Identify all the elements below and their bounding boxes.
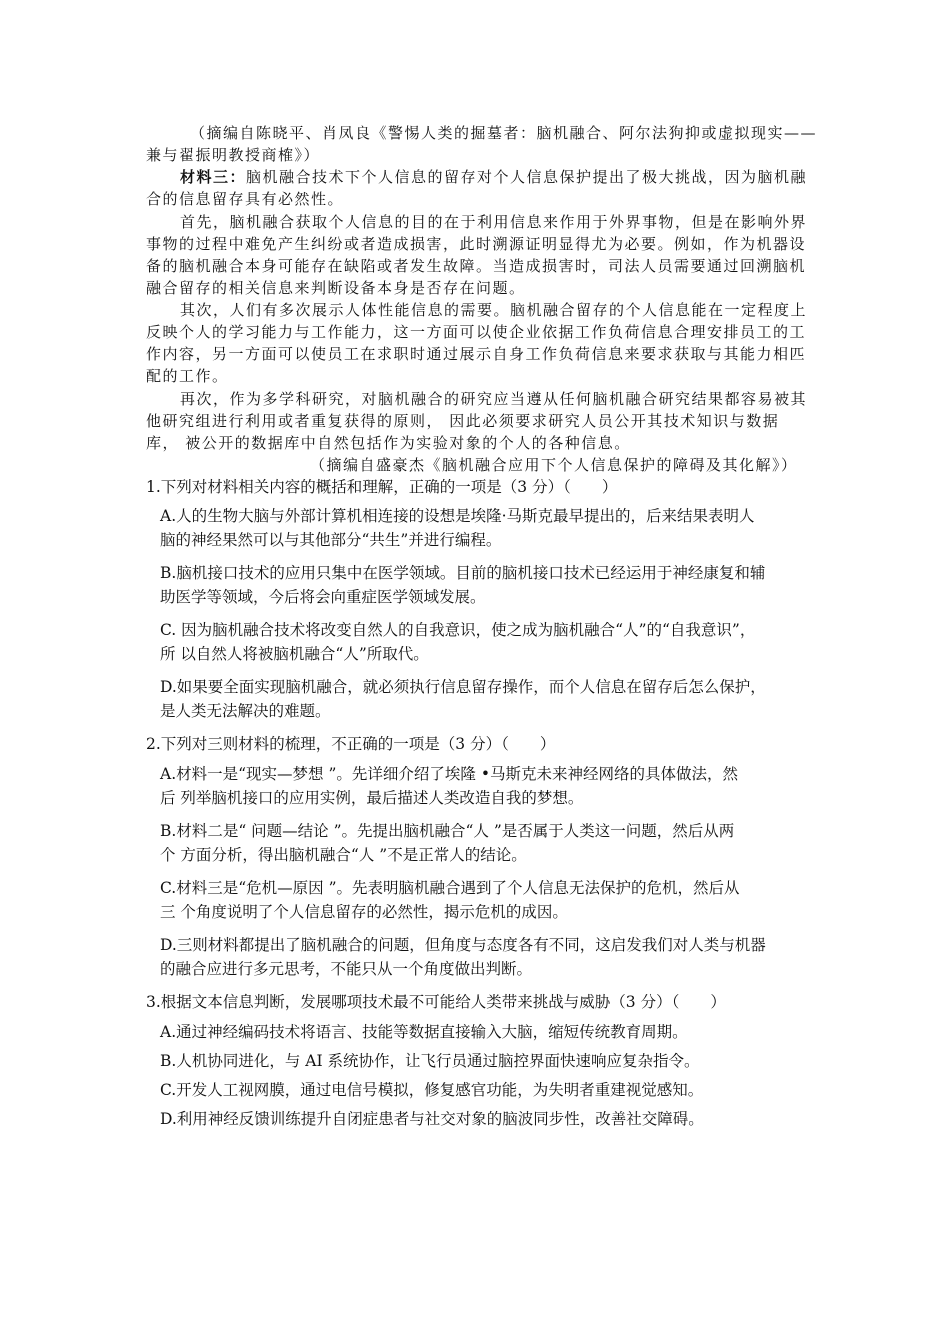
source-citation-material2-line1: （摘编自陈晓平、肖凤良《警惕人类的掘墓者：脑机融合、阿尔法狗抑或虚拟现实—— — [190, 124, 818, 142]
question2-option-b-line2: 个 方面分析，得出脑机融合“人 ”不是正常人的结论。 — [160, 846, 527, 864]
question1-option-c-line2: 所 以自然人将被脑机融合“人”所取代。 — [160, 645, 429, 663]
material3-paragraph2-line3: 备的脑机融合本身可能存在缺陷或者发生故障。当造成损害时，司法人员需要通过回溯脑机 — [146, 257, 807, 275]
material3-paragraph4-line3: 库， 被公开的数据库中自然包括作为实验对象的个人的各种信息。 — [146, 434, 631, 452]
material3-paragraph3-line3: 作内容，另一方面可以使员工在求职时通过展示自身工作负荷信息来要求获取与其能力相匹 — [146, 345, 807, 363]
question2-option-a-line1: A.材料一是“现实—梦想 ”。先详细介绍了埃隆 •马斯克未来神经网络的具体做法，然 — [160, 765, 738, 783]
material3-paragraph3-line2: 反映个人的学习能力与工作能力，这一方面可以使企业依据工作负荷信息合理安排员工的工 — [146, 323, 807, 341]
question1-stem: 1.下列对材料相关内容的概括和理解，正确的一项是（3 分）（ ） — [146, 478, 618, 496]
material3-paragraph4-line2: 他研究组进行利用或者重复获得的原则， 因此必须要求研究人员公开其技术知识与数据 — [146, 412, 780, 430]
material3-paragraph2-line4: 融合留存的相关信息来判断设备本身是否存在问题。 — [146, 279, 526, 297]
material3-paragraph3-line1: 其次，人们有多次展示人体性能信息的需要。脑机融合留存的个人信息能在一定程度上 — [180, 301, 808, 319]
question1-option-a-line2: 脑的神经果然可以与其他部分“共生”并进行编程。 — [160, 531, 502, 549]
material3-paragraph2-line2: 事物的过程中难免产生纠纷或者造成损害，此时溯源证明显得尤为必要。例如，作为机器设 — [146, 235, 807, 253]
source-citation-material2-line2: 兼与翟振明教授商榷》） — [146, 146, 321, 164]
question2-option-d-line1: D.三则材料都提出了脑机融合的问题，但角度与态度各有不同，这启发我们对人类与机器 — [160, 936, 766, 954]
question1-option-d-line1: D.如果要全面实现脑机融合，就必须执行信息留存操作，而个人信息在留存后怎么保护， — [160, 678, 766, 696]
question2-option-c-line1: C.材料三是“危机—原因 ”。先表明脑机融合遇到了个人信息无法保护的危机，然后从 — [160, 879, 740, 897]
question1-option-d-line2: 是人类无法解决的难题。 — [160, 702, 331, 720]
material3-label: 材料三： — [180, 168, 247, 186]
material3-paragraph3-line4: 配的工作。 — [146, 367, 229, 385]
question3-option-d: D.利用神经反馈训练提升自闭症患者与社交对象的脑波同步性，改善社交障碍。 — [160, 1110, 704, 1128]
question1-option-c-line1: C. 因为脑机融合技术将改变自然人的自我意识，使之成为脑机融合“人”的“自我意识”， — [160, 621, 756, 639]
question3-option-b: B.人机协同进化，与 AI 系统协作，让飞行员通过脑控界面快速响应复杂指令。 — [160, 1052, 700, 1070]
question2-option-d-line2: 的融合应进行多元思考，不能只从一个角度做出判断。 — [160, 960, 533, 978]
question1-option-b-line1: B.脑机接口技术的应用只集中在医学领域。目前的脑机接口技术已经运用于神经康复和辅 — [160, 564, 766, 582]
question2-option-b-line1: B.材料二是“ 问题—结论 ”。先提出脑机融合“人 ”是否属于人类这一问题，然后从两 — [160, 822, 735, 840]
material3-paragraph4-line1: 再次，作为多学科研究，对脑机融合的研究应当遵从任何脑机融合研究结果都容易被其 — [180, 390, 808, 408]
question2-stem: 2.下列对三则材料的梳理，不正确的一项是（3 分）（ ） — [146, 735, 556, 753]
material3-paragraph1-line2: 合的信息留存具有必然性。 — [146, 190, 345, 208]
question3-option-c: C.开发人工视网膜，通过电信号模拟，修复感官功能，为失明者重建视觉感知。 — [160, 1081, 704, 1099]
source-citation-material3: （摘编自盛豪杰《脑机融合应用下个人信息保护的障碍及其化解》） — [310, 456, 798, 474]
material3-paragraph2-line1: 首先，脑机融合获取个人信息的目的在于利用信息来作用于外界事物，但是在影响外界 — [180, 213, 808, 231]
question2-option-c-line2: 三 个角度说明了个人信息留存的必然性，揭示危机的成因。 — [160, 903, 568, 921]
material3-p1-text: 脑机融合技术下个人信息的留存对个人信息保护提出了极大挑战，因为脑机融 — [246, 168, 808, 186]
material3-paragraph1-line1 — [180, 167, 807, 187]
question3-stem: 3.根据文本信息判断，发展哪项技术最不可能给人类带来挑战与威胁（3 分）（ ） — [146, 993, 726, 1011]
question1-option-a-line1: A.人的生物大脑与外部计算机相连接的设想是埃隆·马斯克最早提出的，后来结果表明人 — [160, 507, 755, 525]
question1-option-b-line2: 助医学等领域，今后将会向重症医学领域发展。 — [160, 588, 486, 606]
question2-option-a-line2: 后 列举脑机接口的应用实例，最后描述人类改造自我的梦想。 — [160, 789, 584, 807]
question3-option-a: A.通过神经编码技术将语言、技能等数据直接输入大脑，缩短传统教育周期。 — [160, 1023, 688, 1041]
